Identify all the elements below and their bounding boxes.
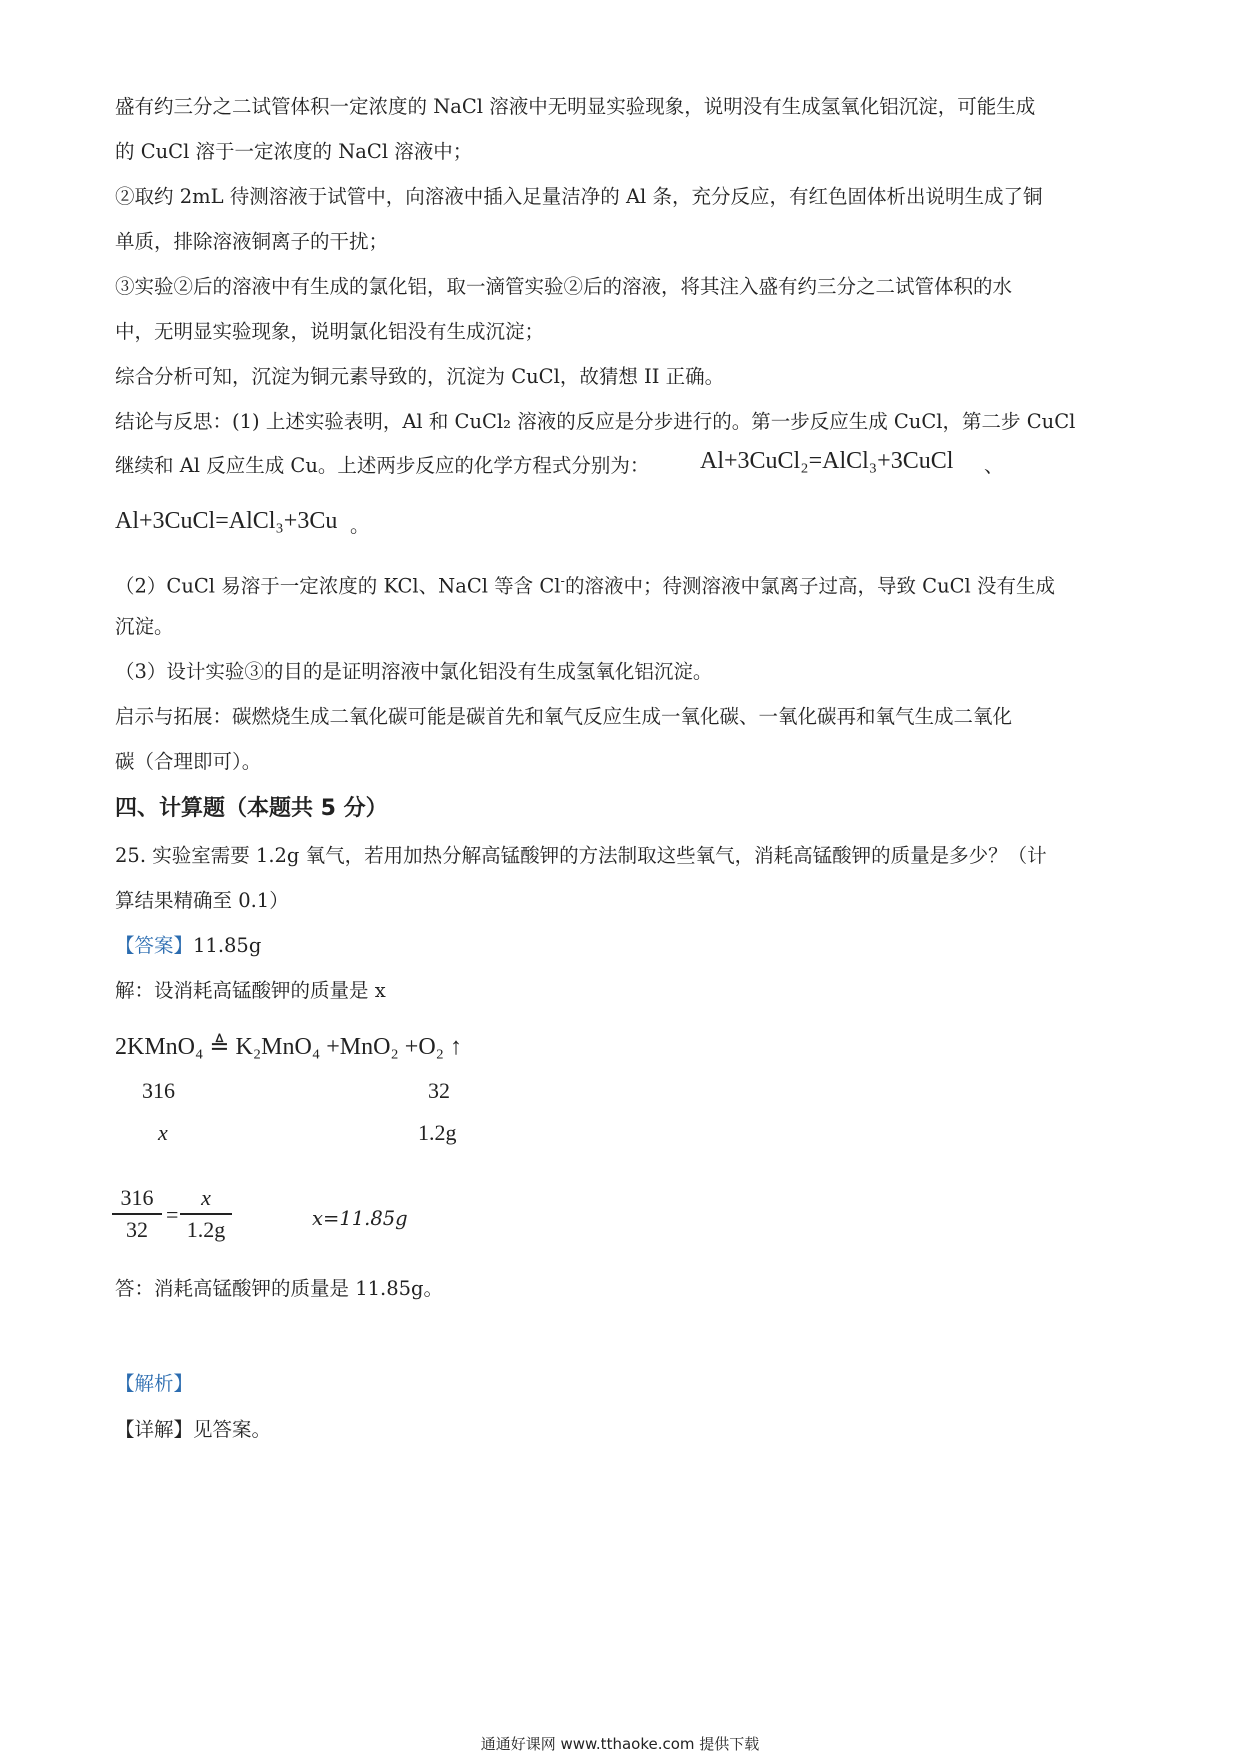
text-line: 盛有约三分之二试管体积一定浓度的 NaCl 溶液中无明显实验现象，说明没有生成氢氧化铝沉淀，可能生成 — [115, 95, 1036, 118]
text-part: 的溶液中；待测溶液中氯离子过高，导致 CuCl 没有生成 — [564, 574, 1055, 598]
text-line — [115, 568, 1135, 601]
analysis-tag: 【解析】 — [115, 1372, 194, 1395]
superscript: - — [560, 574, 565, 589]
text-line: 的 CuCl 溶于一定浓度的 NaCl 溶液中； — [115, 140, 473, 163]
solution-intro: 解：设消耗高锰酸钾的质量是 x — [115, 979, 386, 1002]
answer-line — [115, 932, 1135, 960]
value-1-2g: 1.2g — [418, 1120, 457, 1145]
footer: 通通好课网 www.tthaoke.com 提供下载 — [480, 1735, 760, 1753]
answer-statement: 答：消耗高锰酸钾的质量是 11.85g。 — [115, 1277, 444, 1300]
text-line: 中，无明显实验现象，说明氯化铝没有生成沉淀； — [115, 320, 545, 343]
mass-32: 32 — [428, 1078, 450, 1103]
fraction-right — [180, 1185, 232, 1243]
text-line: 综合分析可知，沉淀为铜元素导致的，沉淀为 CuCl，故猜想 II 正确。 — [115, 365, 725, 388]
text-part: （2）CuCl 易溶于一定浓度的 KCl、NaCl 等含 Cl — [115, 574, 561, 598]
fraction-denominator: 1.2g — [186, 1216, 226, 1242]
fraction-left — [112, 1185, 162, 1243]
section-heading: 四、计算题（本题共 5 分） — [115, 796, 388, 821]
period: 。 — [350, 514, 370, 537]
text-line: 启示与拓展：碳燃烧生成二氧化碳可能是碳首先和氧气反应生成一氧化碳、一氧化碳再和氧气生成二氧化 — [115, 705, 1013, 728]
detail-line: 【详解】见答案。 — [115, 1418, 272, 1441]
text-line: 沉淀。 — [115, 615, 174, 638]
fraction-numerator: x — [201, 1185, 211, 1210]
question-text: 算结果精确至 0.1） — [115, 889, 289, 912]
text-line: （3）设计实验③的目的是证明溶液中氯化铝没有生成氢氧化铝沉淀。 — [115, 660, 713, 683]
text-line: ③实验②后的溶液中有生成的氯化铝，取一滴管实验②后的溶液，将其注入盛有约三分之二试管体积的水 — [115, 275, 1013, 298]
text-line: 碳（合理即可）。 — [115, 750, 262, 773]
fraction-denominator: 32 — [126, 1216, 148, 1242]
text-line: 结论与反思：(1) 上述实验表明，Al 和 CuCl₂ 溶液的反应是分步进行的。第一步反应生成 CuCl，第二步 CuCl — [115, 410, 1076, 433]
var-x: x — [158, 1120, 168, 1145]
text-line: ②取约 2mL 待测溶液于试管中，向溶液中插入足量洁净的 Al 条，充分反应，有红色固体析出说明生成了铜 — [115, 185, 1043, 208]
text-line: 单质，排除溶液铜离子的干扰； — [115, 230, 389, 253]
answer-tag: 【答案】 — [115, 934, 194, 957]
equation-3: 2KMnO₄ ≜ K₂MnO₄ +MnO₂ +O₂ ↑ — [115, 1034, 463, 1060]
answer-value: 11.85g — [193, 934, 262, 957]
separator: 、 — [984, 454, 1004, 477]
equals-sign: = — [166, 1202, 179, 1227]
equation-1: Al+3CuCl₂=AlCl₃+3CuCl — [700, 448, 954, 474]
fraction-bar — [180, 1213, 232, 1215]
question-text: 25. 实验室需要 1.2g 氧气，若用加热分解高锰酸钾的方法制取这些氧气，消耗高锰酸钾的质量是多少？（计 — [115, 844, 1047, 867]
fraction-bar — [112, 1213, 162, 1215]
mass-316: 316 — [142, 1078, 175, 1103]
result: x=11.85g — [312, 1207, 408, 1230]
fraction-numerator: 316 — [120, 1185, 154, 1210]
text-line: 继续和 Al 反应生成 Cu。上述两步反应的化学方程式分别为： — [115, 454, 650, 477]
equation-2: Al+3CuCl=AlCl₃+3Cu — [115, 508, 338, 534]
